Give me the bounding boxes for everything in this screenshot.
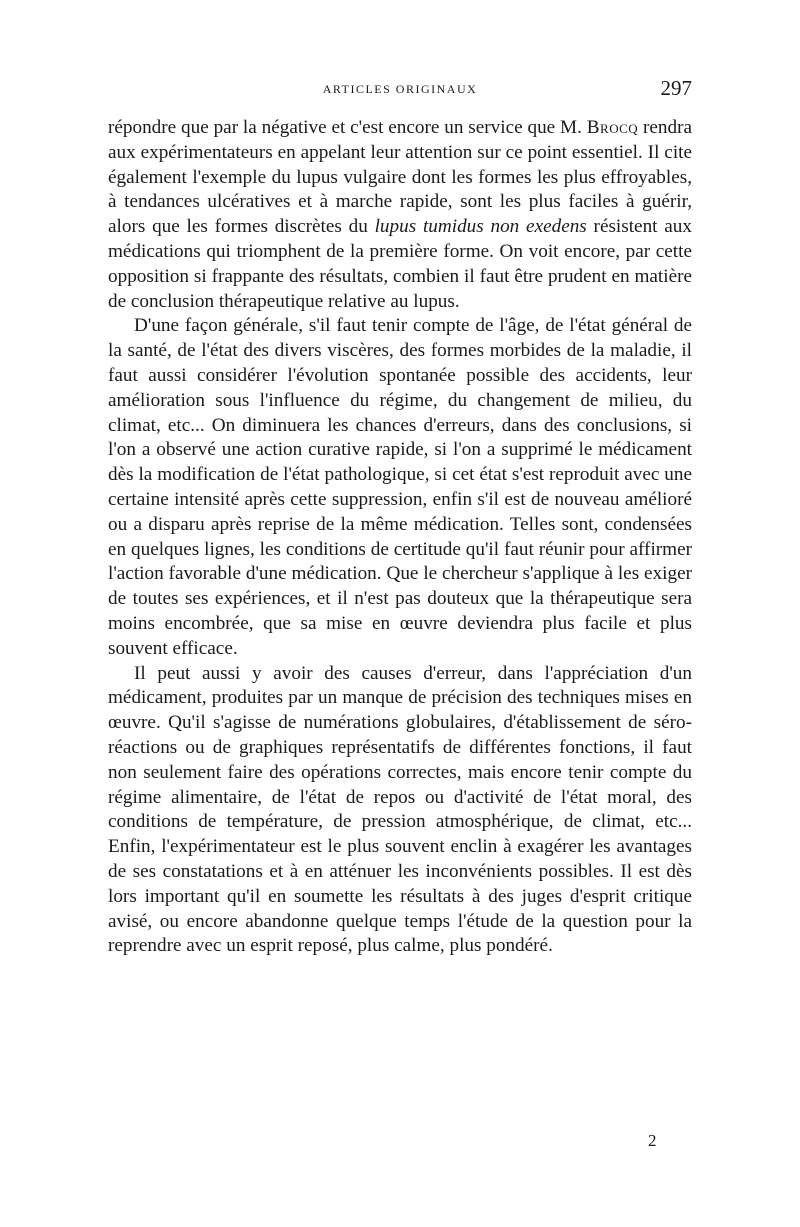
- body-text: [108, 116, 692, 959]
- paragraph-1-part-a: répondre que par la négative et c'est encore un service que M.: [108, 117, 587, 138]
- signature-mark: 2: [648, 1131, 657, 1150]
- running-title: ARTICLES ORIGINAUX: [322, 82, 478, 96]
- paragraph-1-part-b: rendra aux expérimentateurs en appelant leur attention sur ce point essentiel. Il cite également l'exemple du lupus vulgaire dont les formes les plus effroyables, à tendances ulcératives et à marche rapide, sont les plus faciles à guérir, alors que les formes discrètes du: [108, 117, 693, 238]
- latin-term: lupus tumidus non exedens: [374, 216, 587, 238]
- paragraph-1: [108, 116, 692, 314]
- page-number: 297: [660, 76, 692, 100]
- author-name: Brocq: [586, 117, 639, 138]
- paragraph-3: Il peut aussi y avoir des causes d'erreur, dans l'appréciation d'un médicament, produites par un manque de précision des techniques mises en œuvre. Qu'il s'agisse de numérations globulaires, d'établissement de séro-réactions ou de graphiques représentatifs de différentes fonctions, il faut non seulement faire des opérations correctes, mais encore tenir compte du régime alimentaire, de l'état de repos ou d'activité de l'état moral, des conditions de température, de pression atmosphérique, de climat, etc... Enfin, l'expérimentateur est le plus souvent enclin à exagérer les avantages de ses constatations et à en atténuer les inconvénients possibles. Il est dès lors important qu'il en soumette les résultats à des juges d'esprit critique avisé, ou encore abandonne quelque temps l'étude de la question pour la reprendre avec un esprit reposé, plus calme, plus pondéré.: [108, 662, 692, 957]
- running-head: [108, 78, 692, 102]
- paragraph-2: D'une façon générale, s'il faut tenir compte de l'âge, de l'état général de la santé, de l'état des divers viscères, des formes morbides de la maladie, il faut aussi considérer l'évolution spontanée possible des accidents, leur amélioration sous l'influence du régime, du changement de milieu, du climat, etc... On diminuera les chances d'erreurs, dans des conclusions, si l'on a observé une action curative rapide, si l'on a supprimé le médicament dès la modification de l'état pathologique, si cet état s'est reproduit avec une certaine intensité après cette suppression, enfin s'il est de nouveau amélioré ou a disparu après reprise de la même médication. Telles sont, condensées en quelques lignes, les conditions de certitude qu'il faut réunir pour affirmer l'action favorable d'une médication. Que le chercheur s'applique à les exiger de toutes ses expériences, et il n'est pas douteux que la thérapeutique sera moins encombrée, que sa mise en œuvre deviendra plus facile et plus souvent efficace.: [108, 315, 692, 659]
- paragraph-1-part-c: résistent aux médications qui triomphent de la première forme. On voit encore, par cette opposition si frappante des résultats, combien il faut être prudent en matière de conclusion thérapeutique relative au lupus.: [108, 216, 692, 312]
